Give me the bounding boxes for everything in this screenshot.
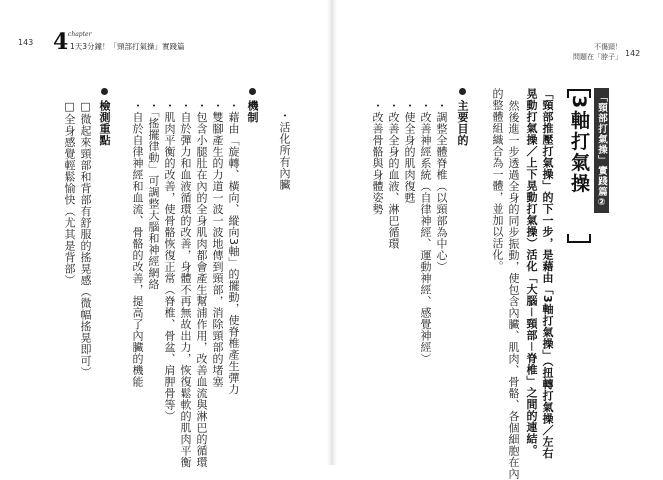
purpose-item: ・調整全體脊椎（以頸部為中心）	[435, 100, 448, 273]
organ-activation-item: ・活化所有內臟	[278, 110, 291, 191]
purpose-heading-text: 主要目的	[456, 100, 469, 146]
section-badge: 「頸部打氣操」實踐篇②	[594, 88, 609, 213]
right-page-number: 142	[625, 49, 641, 58]
mechanism-item: ・藉由「旋轉、橫向、縱向3軸」的擺動，使脊椎產生彈力	[227, 100, 240, 395]
purpose-item: ・使全身的肌肉復甦	[403, 100, 416, 204]
checkpoint-item: □全身感覺輕鬆愉快（尤其是背部）	[63, 100, 76, 286]
purpose-item: ・改善神經系統（自律神經、運動神經、感覺神經）	[419, 100, 432, 365]
left-page-number: 143	[18, 38, 34, 47]
intro-bold-line-1: 「頸部推壓打氣操」的下一步，是藉由「3軸打氣操」（扭轉打氣操／左右	[541, 88, 554, 459]
chapter-word: chapter	[68, 31, 92, 38]
mechanism-item: ・肌肉平衡的改善，使骨骼恢復正常（脊椎、骨盆、肩胛骨等）	[163, 100, 176, 422]
intro-body-line-1: 然後進一步透過全身的同步振動，使包含內臟、肌肉、骨骼、各個細胞在內	[507, 100, 520, 480]
running-title-line-1: 不傷頸！	[594, 43, 622, 51]
chapter-title: 1天3分鐘！「頸部打氣操」實踐篇	[70, 42, 185, 51]
title-bracket-bottom	[567, 234, 591, 243]
page-gutter	[327, 0, 337, 465]
intro-body-line-2: 的整體組織合為一體，並加以活化。	[491, 88, 504, 272]
checkpoint-item: □微起來頸部和背部有舒服的搖晃感（微幅搖晃即可）	[79, 100, 92, 378]
mechanism-item: ・雙腳產生的力道一波一波地傳到頸部，消除頸部的堵塞	[211, 100, 224, 388]
mechanism-heading	[245, 88, 260, 123]
bullet-circle-icon	[459, 88, 466, 95]
intro-bold-line-2: 晃動打氣操／上下晃動打氣操）活化「大腦－頸部－脊椎」之間的連結。	[525, 88, 538, 456]
running-title-line-2: 問題在「脖子」	[573, 53, 622, 61]
mechanism-item: ・包含小腿肚在內的全身肌肉都會產生幫浦作用，改善血流與淋巴的循環	[195, 100, 208, 468]
purpose-item: ・改善骨骼與身體姿勢	[371, 100, 384, 215]
checkpoints-heading-text: 檢測重點	[98, 100, 111, 146]
purpose-item: ・改善全身的血液、淋巴循環	[387, 100, 400, 250]
mechanism-item: ・「搖擺律動」可調整大腦和神經網絡	[147, 100, 160, 290]
main-title: 3軸打氣操	[568, 95, 590, 195]
checkpoints-heading	[97, 88, 112, 146]
running-title	[566, 42, 622, 62]
mechanism-item: ・自於彈力和血液循環的改善，身體不再無故出力，恢復鬆軟的肌肉平衡	[179, 100, 192, 468]
chapter-number: 4	[53, 29, 69, 55]
mechanism-item: ・自於自律神經和血流、骨骼的改善，提高了內臟的機能	[131, 100, 144, 388]
purpose-heading	[455, 88, 470, 146]
bullet-circle-icon	[249, 88, 256, 95]
mechanism-heading-text: 機制	[246, 100, 259, 123]
bullet-circle-icon	[101, 88, 108, 95]
